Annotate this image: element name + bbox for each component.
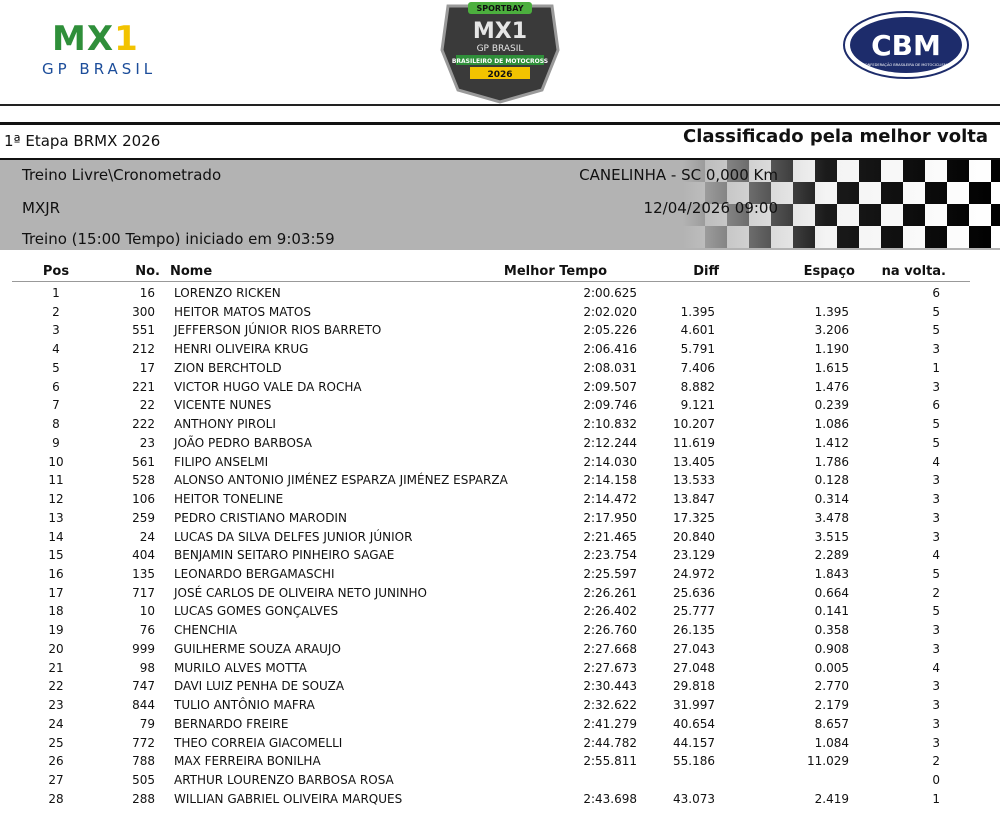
row-number: 999: [132, 641, 155, 656]
row-diff: 27.043: [673, 641, 715, 656]
row-position: 24: [48, 716, 64, 731]
row-number: 561: [132, 454, 155, 469]
column-header-gap: Espaço: [803, 264, 855, 279]
table-row: [0, 284, 1000, 303]
row-position: 9: [52, 435, 60, 450]
row-lap: 5: [932, 435, 940, 450]
session-name: Treino Livre\Cronometrado: [22, 166, 222, 184]
row-number: 212: [132, 342, 155, 357]
row-diff: 4.601: [680, 323, 715, 338]
row-rider-name: HEITOR MATOS MATOS: [174, 304, 311, 319]
event-name: 1ª Etapa BRMX 2026: [4, 132, 161, 150]
row-gap: 1.395: [814, 304, 849, 319]
row-number: 747: [132, 679, 155, 694]
row-position: 1: [52, 286, 60, 300]
row-diff: 7.406: [680, 360, 715, 375]
row-lap: 4: [932, 548, 940, 563]
table-row: [0, 434, 1000, 453]
table-row: [0, 621, 1000, 640]
row-position: 22: [48, 679, 64, 694]
row-best-time: 2:27.668: [583, 641, 637, 656]
row-diff: 13.533: [673, 473, 715, 488]
row-best-time: 2:02.020: [583, 304, 637, 319]
row-position: 15: [48, 548, 64, 563]
row-number: 404: [132, 548, 155, 563]
row-lap: 3: [932, 342, 940, 357]
row-number: 528: [132, 473, 155, 488]
table-row: [0, 359, 1000, 378]
row-diff: 43.073: [673, 791, 715, 806]
row-best-time: 2:09.746: [583, 398, 637, 413]
cbm-logo: [842, 10, 970, 80]
row-best-time: 2:23.754: [583, 548, 637, 563]
category-name: MXJR: [22, 199, 61, 217]
row-lap: 3: [932, 735, 940, 750]
svg-text:MX1: MX1: [472, 19, 528, 44]
svg-text:CONFEDERAÇÃO BRASILEIRA DE MOT: CONFEDERAÇÃO BRASILEIRA DE MOTOCICLISMO: [862, 63, 950, 67]
row-diff: 31.997: [673, 698, 715, 713]
mx1-logo-subtitle: GP BRASIL: [42, 60, 157, 78]
row-number: 717: [132, 585, 155, 600]
row-position: 27: [48, 773, 64, 788]
row-number: 135: [132, 567, 155, 582]
table-row: [0, 696, 1000, 715]
table-row: [0, 640, 1000, 659]
table-row: [0, 321, 1000, 340]
row-best-time: 2:26.760: [583, 623, 637, 638]
column-header-name: Nome: [170, 264, 213, 279]
row-diff: 17.325: [673, 510, 715, 525]
table-row: [0, 303, 1000, 322]
row-gap: 0.908: [814, 641, 849, 656]
row-gap: 2.770: [814, 679, 849, 694]
row-rider-name: ANTHONY PIROLI: [174, 417, 276, 432]
row-diff: 25.636: [673, 585, 715, 600]
row-lap: 3: [932, 510, 940, 525]
row-gap: 1.615: [814, 360, 849, 375]
row-gap: 1.476: [814, 379, 849, 394]
row-rider-name: LORENZO RICKEN: [174, 286, 281, 300]
table-row: [0, 396, 1000, 415]
session-datetime: 12/04/2026 09:00: [643, 199, 778, 217]
row-rider-name: VICTOR HUGO VALE DA ROCHA: [174, 379, 362, 394]
table-row: [0, 602, 1000, 621]
row-lap: 3: [932, 641, 940, 656]
row-diff: 5.791: [680, 342, 715, 357]
row-gap: 3.478: [814, 510, 849, 525]
table-row: [0, 471, 1000, 490]
table-row: [0, 340, 1000, 359]
row-rider-name: BERNARDO FREIRE: [174, 716, 289, 731]
row-best-time: 2:10.832: [583, 417, 637, 432]
row-diff: 13.847: [673, 492, 715, 507]
row-lap: 5: [932, 323, 940, 338]
row-diff: 44.157: [673, 735, 715, 750]
row-gap: 0.128: [814, 473, 849, 488]
row-number: 505: [132, 773, 155, 788]
table-row: [0, 771, 1000, 790]
row-lap: 0: [932, 773, 940, 788]
row-gap: 0.314: [814, 492, 849, 507]
row-lap: 5: [932, 304, 940, 319]
row-gap: 1.412: [814, 435, 849, 450]
row-lap: 4: [932, 660, 940, 675]
row-best-time: 2:14.030: [583, 454, 637, 469]
row-gap: 0.141: [814, 604, 849, 619]
row-best-time: 2:55.811: [583, 754, 637, 769]
row-gap: 0.005: [814, 660, 849, 675]
row-rider-name: LUCAS GOMES GONÇALVES: [174, 604, 339, 619]
row-gap: 0.664: [814, 585, 849, 600]
row-position: 11: [48, 473, 64, 488]
row-best-time: 2:14.472: [583, 492, 637, 507]
column-header-diff: Diff: [693, 264, 719, 279]
row-number: 106: [132, 492, 155, 507]
table-row: [0, 659, 1000, 678]
table-row: [0, 584, 1000, 603]
row-position: 25: [48, 735, 64, 750]
row-gap: 0.239: [814, 398, 849, 413]
table-row: [0, 790, 1000, 809]
row-rider-name: DAVI LUIZ PENHA DE SOUZA: [174, 679, 345, 694]
row-rider-name: MAX FERREIRA BONILHA: [174, 754, 321, 769]
row-gap: 11.029: [807, 754, 849, 769]
row-rider-name: BENJAMIN SEITARO PINHEIRO SAGAE: [174, 548, 395, 563]
row-best-time: 2:30.443: [583, 679, 637, 694]
row-rider-name: WILLIAN GABRIEL OLIVEIRA MARQUES: [174, 791, 403, 806]
row-position: 5: [52, 360, 60, 375]
row-gap: 2.289: [814, 548, 849, 563]
row-position: 26: [48, 754, 64, 769]
row-lap: 3: [932, 623, 940, 638]
row-lap: 2: [932, 585, 940, 600]
row-lap: 3: [932, 492, 940, 507]
svg-text:CBM: CBM: [871, 29, 941, 62]
row-gap: 1.843: [814, 567, 849, 582]
table-row: [0, 734, 1000, 753]
row-lap: 6: [932, 286, 940, 300]
row-rider-name: ARTHUR LOURENZO BARBOSA ROSA: [174, 773, 394, 788]
row-position: 3: [52, 323, 60, 338]
row-lap: 5: [932, 604, 940, 619]
row-position: 20: [48, 641, 64, 656]
row-number: 288: [132, 791, 155, 806]
row-number: 222: [132, 417, 155, 432]
table-row: [0, 509, 1000, 528]
row-lap: 5: [932, 417, 940, 432]
row-best-time: 2:12.244: [583, 435, 637, 450]
results-table: [0, 284, 1000, 809]
row-number: 24: [139, 529, 155, 544]
header-divider: [0, 104, 1000, 106]
row-diff: 27.048: [673, 660, 715, 675]
row-best-time: 2:26.261: [583, 585, 637, 600]
row-gap: 3.515: [814, 529, 849, 544]
row-number: 79: [139, 716, 155, 731]
table-row: [0, 752, 1000, 771]
row-number: 23: [139, 435, 155, 450]
row-lap: 3: [932, 679, 940, 694]
row-diff: 8.882: [680, 379, 715, 394]
row-gap: 1.786: [814, 454, 849, 469]
row-number: 17: [139, 360, 155, 375]
row-lap: 3: [932, 379, 940, 394]
row-lap: 1: [932, 360, 940, 375]
row-best-time: 2:08.031: [583, 360, 637, 375]
svg-text:SPORTBAY: SPORTBAY: [476, 4, 524, 13]
row-diff: 24.972: [673, 567, 715, 582]
row-rider-name: GUILHERME SOUZA ARAUJO: [174, 641, 341, 656]
row-position: 14: [48, 529, 64, 544]
row-best-time: 2:25.597: [583, 567, 637, 582]
row-diff: 9.121: [680, 398, 715, 413]
row-rider-name: TULIO ANTÔNIO MAFRA: [174, 698, 315, 713]
row-number: 259: [132, 510, 155, 525]
logo-row: [0, 0, 1000, 110]
svg-text:BRASILEIRO DE MOTOCROSS: BRASILEIRO DE MOTOCROSS: [451, 58, 549, 65]
column-header-divider: [12, 281, 970, 282]
row-diff: 25.777: [673, 604, 715, 619]
row-lap: 3: [932, 716, 940, 731]
row-gap: 1.086: [814, 417, 849, 432]
row-diff: 40.654: [673, 716, 715, 731]
svg-text:GP BRASIL: GP BRASIL: [476, 44, 524, 54]
session-start-info: Treino (15:00 Tempo) iniciado em 9:03:59: [22, 230, 335, 248]
row-number: 772: [132, 735, 155, 750]
row-gap: 1.190: [814, 342, 849, 357]
row-rider-name: THEO CORREIA GIACOMELLI: [174, 735, 343, 750]
table-row: [0, 546, 1000, 565]
row-position: 23: [48, 698, 64, 713]
row-lap: 1: [932, 791, 940, 806]
row-best-time: 2:41.279: [583, 716, 637, 731]
row-position: 12: [48, 492, 64, 507]
row-number: 10: [139, 604, 155, 619]
row-diff: 11.619: [673, 435, 715, 450]
row-best-time: 2:21.465: [583, 529, 637, 544]
mx1-badge-logo: [438, 0, 562, 104]
row-position: 16: [48, 567, 64, 582]
row-rider-name: ALONSO ANTONIO JIMÉNEZ ESPARZA JIMÉNEZ ESPARZA: [174, 473, 508, 488]
row-best-time: 2:27.673: [583, 660, 637, 675]
row-lap: 3: [932, 529, 940, 544]
row-position: 10: [48, 454, 64, 469]
row-gap: 8.657: [814, 716, 849, 731]
row-number: 788: [132, 754, 155, 769]
row-gap: 2.419: [814, 791, 849, 806]
column-header-number: No.: [135, 264, 160, 279]
row-diff: 10.207: [673, 417, 715, 432]
row-rider-name: FILIPO ANSELMI: [174, 454, 269, 469]
table-row: [0, 528, 1000, 547]
row-best-time: 2:43.698: [583, 791, 637, 806]
row-diff: 55.186: [673, 754, 715, 769]
row-diff: 1.395: [680, 304, 715, 319]
row-best-time: 2:00.625: [583, 286, 637, 300]
row-diff: 23.129: [673, 548, 715, 563]
mx1-gp-brasil-logo: [40, 18, 185, 88]
row-best-time: 2:44.782: [583, 735, 637, 750]
table-row: [0, 378, 1000, 397]
row-lap: 4: [932, 454, 940, 469]
row-best-time: 2:14.158: [583, 473, 637, 488]
row-number: 221: [132, 379, 155, 394]
table-row: [0, 453, 1000, 472]
track-info: CANELINHA - SC 0,000 Km: [579, 166, 778, 184]
row-rider-name: VICENTE NUNES: [174, 398, 272, 413]
row-rider-name: JOÃO PEDRO BARBOSA: [174, 435, 312, 450]
row-number: 16: [139, 286, 155, 300]
table-row: [0, 415, 1000, 434]
column-header-lap: na volta.: [881, 264, 946, 279]
row-best-time: 2:26.402: [583, 604, 637, 619]
row-position: 8: [52, 417, 60, 432]
table-row: [0, 490, 1000, 509]
row-position: 7: [52, 398, 60, 413]
row-best-time: 2:32.622: [583, 698, 637, 713]
row-position: 19: [48, 623, 64, 638]
row-position: 4: [52, 342, 60, 357]
row-rider-name: JOSÉ CARLOS DE OLIVEIRA NETO JUNINHO: [174, 585, 428, 600]
table-row: [0, 715, 1000, 734]
row-lap: 3: [932, 473, 940, 488]
row-best-time: 2:09.507: [583, 379, 637, 394]
row-number: 551: [132, 323, 155, 338]
table-row: [0, 565, 1000, 584]
row-position: 21: [48, 660, 64, 675]
row-position: 17: [48, 585, 64, 600]
row-number: 844: [132, 698, 155, 713]
mx1-logo-mark: MX1: [52, 19, 139, 59]
row-lap: 2: [932, 754, 940, 769]
row-gap: 2.179: [814, 698, 849, 713]
row-position: 13: [48, 510, 64, 525]
row-lap: 3: [932, 698, 940, 713]
svg-text:2026: 2026: [487, 70, 513, 80]
table-row: [0, 677, 1000, 696]
row-rider-name: ZION BERCHTOLD: [174, 360, 282, 375]
column-header-best-time: Melhor Tempo: [503, 264, 607, 279]
classification-title: Classificado pela melhor volta: [683, 126, 988, 147]
row-lap: 6: [932, 398, 940, 413]
row-rider-name: PEDRO CRISTIANO MARODIN: [174, 510, 347, 525]
row-rider-name: HEITOR TONELINE: [174, 492, 284, 507]
row-rider-name: JEFFERSON JÚNIOR RIOS BARRETO: [174, 323, 382, 338]
row-number: 22: [139, 398, 155, 413]
row-rider-name: MURILO ALVES MOTTA: [174, 660, 307, 675]
row-gap: 1.084: [814, 735, 849, 750]
row-position: 28: [48, 791, 64, 806]
row-number: 300: [132, 304, 155, 319]
row-diff: 29.818: [673, 679, 715, 694]
row-diff: 20.840: [673, 529, 715, 544]
row-rider-name: HENRI OLIVEIRA KRUG: [174, 342, 309, 357]
row-rider-name: CHENCHIA: [174, 623, 238, 638]
row-best-time: 2:06.416: [583, 342, 637, 357]
column-header-pos: Pos: [42, 264, 70, 279]
row-diff: 13.405: [673, 454, 715, 469]
row-number: 76: [139, 623, 155, 638]
row-rider-name: LUCAS DA SILVA DELFES JUNIOR JÚNIOR: [174, 529, 413, 544]
row-diff: 26.135: [673, 623, 715, 638]
row-position: 18: [48, 604, 64, 619]
row-position: 6: [52, 379, 60, 394]
row-number: 98: [139, 660, 155, 675]
row-best-time: 2:17.950: [583, 510, 637, 525]
row-lap: 5: [932, 567, 940, 582]
row-position: 2: [52, 304, 60, 319]
row-gap: 3.206: [814, 323, 849, 338]
row-best-time: 2:05.226: [583, 323, 637, 338]
row-gap: 0.358: [814, 623, 849, 638]
row-rider-name: LEONARDO BERGAMASCHI: [174, 567, 335, 582]
